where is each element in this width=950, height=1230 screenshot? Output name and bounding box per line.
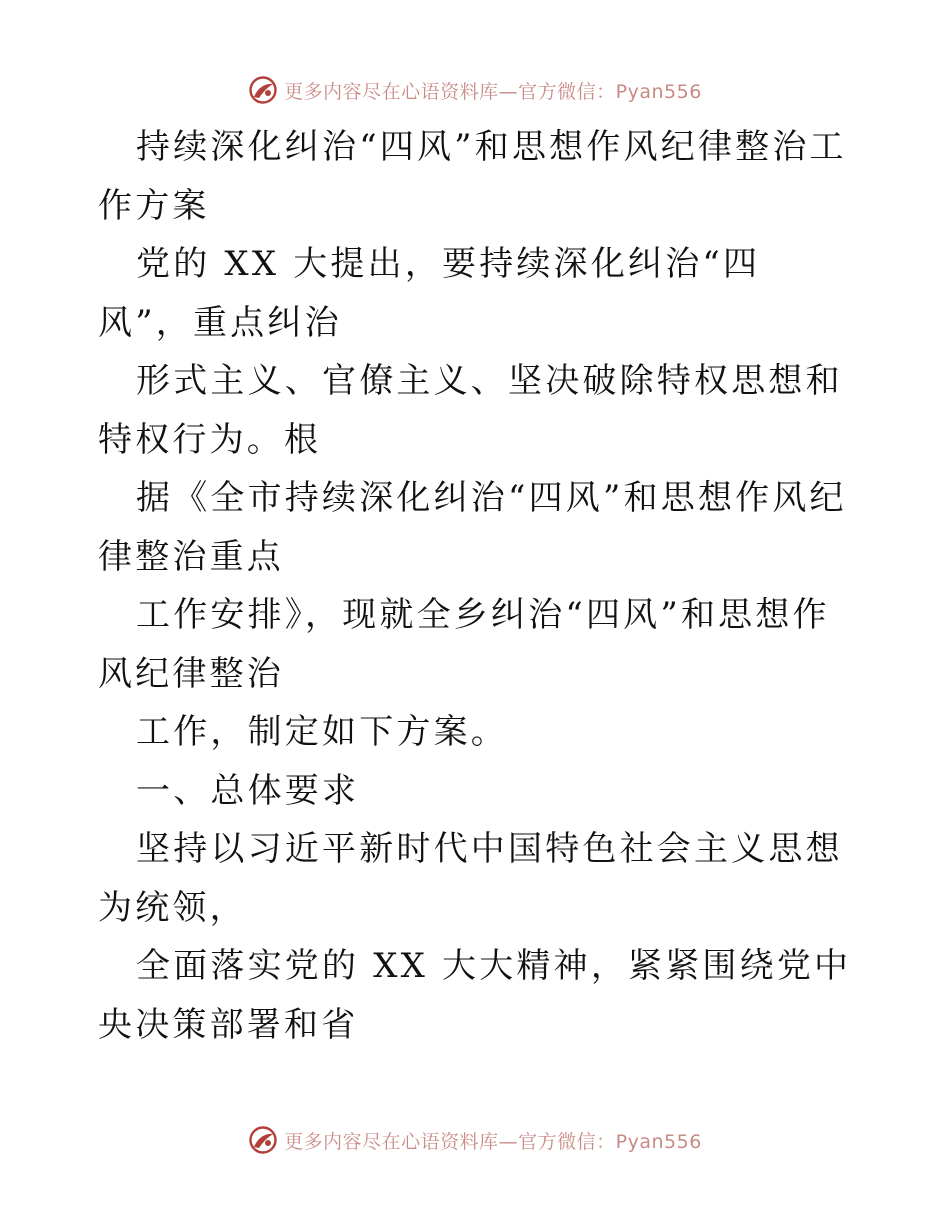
paragraph-title: 持续深化纠治“四风”和思想作风纪律整治工作方案 bbox=[98, 127, 847, 226]
footer-watermark bbox=[0, 1122, 950, 1158]
paragraph: 全面落实党的 XX 大大精神，紧紧围绕党中央决策部署和省 bbox=[98, 946, 852, 1045]
seal-logo-icon bbox=[248, 1125, 278, 1155]
paragraph: 工作，制定如下方案。 bbox=[136, 712, 508, 752]
paragraph: 坚持以习近平新时代中国特色社会主义思想为统领， bbox=[98, 829, 843, 928]
paragraph: 据《全市持续深化纠治“四风”和思想作风纪律整治重点 bbox=[98, 478, 847, 577]
watermark-text: 更多内容尽在心语资料库—官方微信：Pyan556 bbox=[284, 80, 702, 103]
paragraph: 工作安排》，现就全乡纠治“四风”和思想作风纪律整治 bbox=[98, 595, 830, 694]
seal-logo-icon bbox=[248, 75, 278, 105]
document-body bbox=[98, 118, 854, 1054]
watermark-text: 更多内容尽在心语资料库—官方微信：Pyan556 bbox=[284, 1130, 702, 1153]
header-watermark bbox=[0, 72, 950, 108]
paragraph: 形式主义、官僚主义、坚决破除特权思想和特权行为。根 bbox=[98, 361, 843, 460]
paragraph: 党的 XX 大提出，要持续深化纠治“四风”，重点纠治 bbox=[98, 244, 761, 343]
section-heading: 一、总体要求 bbox=[136, 770, 360, 811]
